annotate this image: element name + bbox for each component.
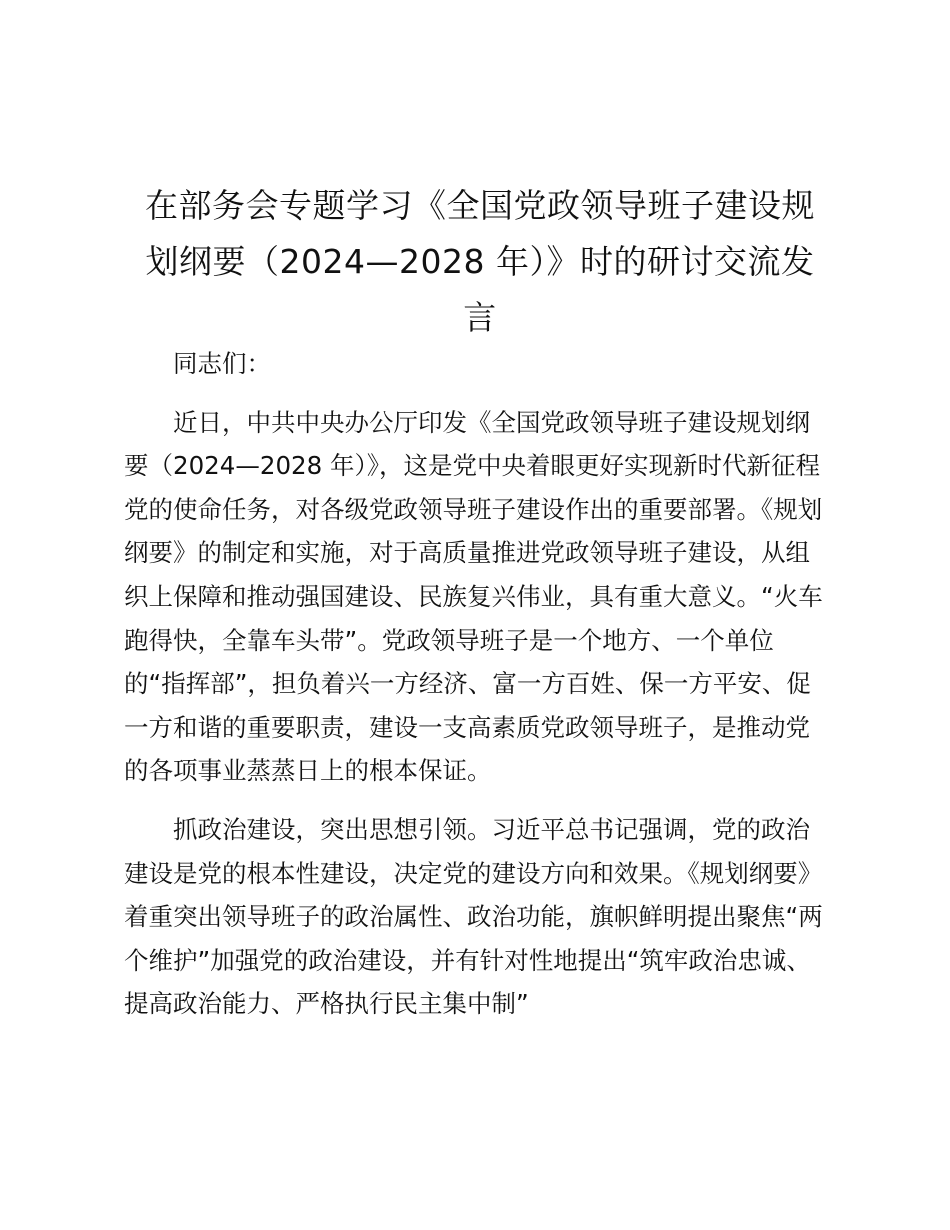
title-line: 划纲要（2024—2028 年）》时的研讨交流发 [145,242,815,281]
title-line: 言 [463,298,497,337]
title-line: 在部务会专题学习《全国党政领导班子建设规 [145,186,815,225]
document-title [120,178,840,346]
paragraph: 近日，中共中央办公厅印发《全国党政领导班子建设规划纲要（2024—2028 年）》，这是党中央着眼更好实现新时代新征程党的使命任务，对各级党政领导班子建设作出的重要部署。《规划纲要》的制定和实施，对于高质量推进党政领导班子建设，从组织上保障和推动强国建设、民族复兴伟业，具有重大意义。“火车跑得快，全靠车头带”。党政领导班子是一个地方、一个单位的“指挥部”，担负着兴一方经济、富一方百姓、保一方平安、促一方和谐的重要职责，建设一支高素质党政领导班子，是推动党的各项事业蒸蒸日上的根本保证。 [124,407,823,786]
document-body [124,342,834,1026]
paragraph: 抓政治建设，突出思想引领。习近平总书记强调，党的政治建设是党的根本性建设，决定党的建设方向和效果。《规划纲要》着重突出领导班子的政治属性、政治功能，旗帜鲜明提出聚焦“两个维护”加强党的政治建设，并有针对性地提出“筑牢政治忠诚、提高政治能力、严格执行民主集中制” [124,814,823,1019]
salutation: 同志们： [173,349,271,378]
